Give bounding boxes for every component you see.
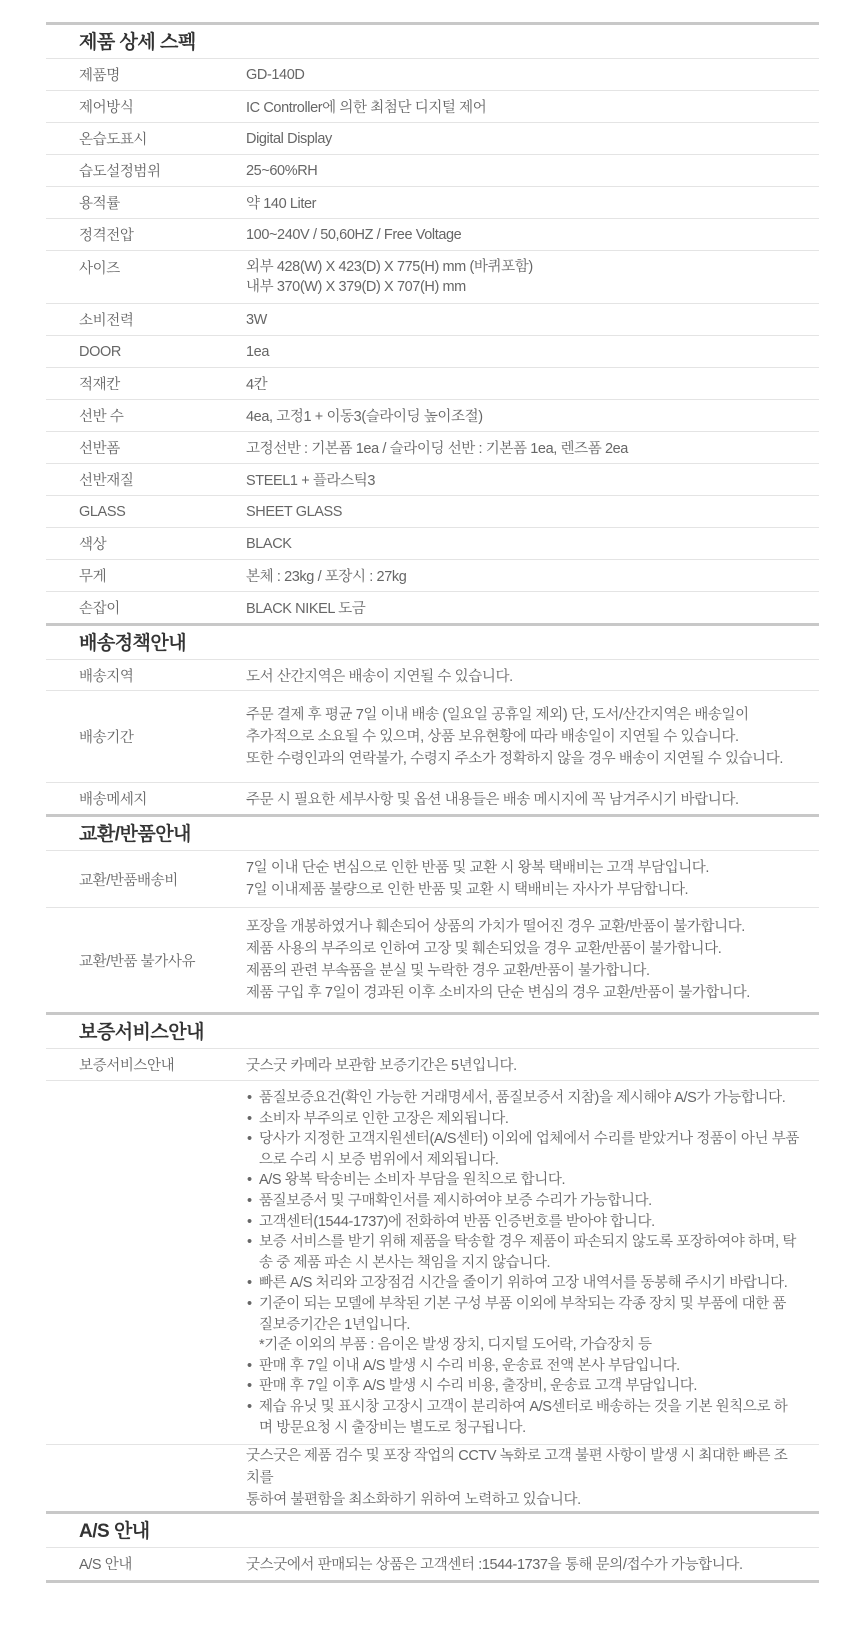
as-section <box>46 1511 819 1583</box>
bullet: • <box>247 1378 252 1395</box>
warranty-cctv-row <box>46 1445 819 1512</box>
warranty-notes-label <box>46 1081 246 1445</box>
exchange-reason-line: 포장을 개봉하였거나 훼손되어 상품의 가치가 떨어진 경우 교환/반품이 불가합니다. <box>246 919 745 935</box>
spec-value: 100~240V / 50,60HZ / Free Voltage <box>246 219 819 251</box>
spec-title: 제품 상세 스펙 <box>46 25 819 59</box>
delivery-region-value: 도서 산간지역은 배송이 지연될 수 있습니다. <box>246 660 819 691</box>
delivery-region-label: 배송지역 <box>46 660 246 691</box>
note-text: 보증 서비스를 받기 위해 제품을 탁송할 경우 제품이 파손되지 않도록 포장하여야 하며, 탁송 중 제품 파손 시 본사는 책임을 지지 않습니다. <box>259 1234 797 1271</box>
delivery-period-line: 추가적으로 소요될 수 있으며, 상품 보유현황에 따라 배송일이 지연될 수 있습니다. <box>246 728 739 745</box>
exchange-reason-line: 제품 구입 후 7일이 경과된 이후 소비자의 단순 변심의 경우 교환/반품이 불가합니다. <box>246 985 750 1001</box>
delivery-message-row <box>46 783 819 815</box>
spec-value: 3W <box>246 304 819 336</box>
spec-row <box>46 219 819 251</box>
as-table <box>46 1548 819 1579</box>
spec-row <box>46 592 819 624</box>
exchange-fee-line: 7일 이내제품 불량으로 인한 반품 및 교환 시 택배비는 자사가 부담합니다. <box>246 882 689 898</box>
spec-value: 4칸 <box>246 368 819 400</box>
warranty-note <box>246 1109 799 1130</box>
warranty-cctv-label <box>46 1445 246 1512</box>
warranty-cctv <box>246 1445 819 1512</box>
warranty-note <box>246 1376 799 1397</box>
spec-value: STEEL1 + 플라스틱3 <box>246 464 819 496</box>
cctv-line: 통하여 불편함을 최소화하기 위하여 노력하고 있습니다. <box>246 1492 581 1509</box>
spec-label: 소비전력 <box>46 304 246 336</box>
spec-row <box>46 59 819 91</box>
spec-label: 용적률 <box>46 187 246 219</box>
bullet: • <box>247 1090 252 1106</box>
exchange-reason-line: 제품 사용의 부주의로 인하여 고장 및 훼손되었을 경우 교환/반품이 불가합니다. <box>246 941 722 957</box>
note-text: 제습 유닛 및 표시창 고장시 고객이 분리하여 A/S센터로 배송하는 것을 기본 원칙으로 하며 방문요청 시 출장비는 별도로 청구됩니다. <box>259 1398 788 1436</box>
cctv-line: 굿스굿은 제품 검수 및 포장 작업의 CCTV 녹화로 고객 불편 사항이 발생 시 최대한 빠른 조치를 <box>246 1448 788 1487</box>
spec-row <box>46 123 819 155</box>
warranty-note-sub <box>246 1335 799 1356</box>
spec-value: 본체 : 23kg / 포장시 : 27kg <box>246 560 819 592</box>
note-text: 빠른 A/S 처리와 고장점검 시간을 줄이기 위하여 고장 내역서를 동봉해 주시기 바랍니다. <box>259 1275 788 1292</box>
size-inner: 내부 370(W) X 379(D) X 707(H) mm <box>246 278 466 295</box>
note-text: 품질보증서 및 구매확인서를 제시하여야 보증 수리가 가능합니다. <box>259 1192 652 1209</box>
spec-row <box>46 304 819 336</box>
spec-row <box>46 560 819 592</box>
spec-value: Digital Display <box>246 123 819 155</box>
warranty-note <box>246 1356 799 1377</box>
spec-value: IC Controller에 의한 최첨단 디지털 제어 <box>246 91 819 123</box>
spec-value: 25~60%RH <box>246 155 819 187</box>
warranty-notes-list <box>246 1081 799 1444</box>
as-title: A/S 안내 <box>46 1514 819 1548</box>
note-text: 고객센터(1544-1737)에 전화하여 반품 인증번호를 받아야 합니다. <box>259 1213 655 1230</box>
spec-label: 무게 <box>46 560 246 592</box>
warranty-label: 보증서비스안내 <box>46 1049 246 1081</box>
spec-label: 제어방식 <box>46 91 246 123</box>
note-text: 당사가 지정한 고객지원센터(A/S센터) 이외에 업체에서 수리를 받았거나 정품이 아닌 부품으로 수리 시 보증 범위에서 제외됩니다. <box>259 1131 799 1168</box>
bullet: • <box>247 1275 252 1292</box>
spec-label: 온습도표시 <box>46 123 246 155</box>
bullet: • <box>247 1234 252 1251</box>
warranty-notes <box>246 1081 819 1445</box>
note-text: A/S 왕복 탁송비는 소비자 부담을 원칙으로 합니다. <box>259 1172 566 1189</box>
warranty-note <box>246 1212 799 1233</box>
warranty-note <box>246 1088 799 1109</box>
delivery-period-row <box>46 691 819 783</box>
spec-value: BLACK NIKEL 도금 <box>246 601 366 617</box>
spec-value: 1ea <box>246 336 819 368</box>
spec-label: GLASS <box>46 496 246 528</box>
warranty-note <box>246 1129 799 1170</box>
delivery-message-label: 배송메세지 <box>79 792 148 808</box>
bullet: • <box>247 1172 252 1189</box>
spec-label: 선반재질 <box>46 464 246 496</box>
delivery-period-label: 배송기간 <box>46 691 246 783</box>
warranty-note <box>246 1170 799 1191</box>
spec-section <box>46 22 819 623</box>
exchange-fee-value <box>246 851 819 908</box>
warranty-title: 보증서비스안내 <box>46 1015 819 1049</box>
delivery-message-value: 주문 시 필요한 세부사항 및 옵션 내용들은 배송 메시지에 꼭 남겨주시기 바랍니다. <box>246 792 739 808</box>
exchange-title: 교환/반품안내 <box>46 817 819 851</box>
spec-row <box>46 432 819 464</box>
bullet: • <box>247 1398 252 1415</box>
spec-value: 약 140 Liter <box>246 187 819 219</box>
warranty-note <box>246 1232 799 1273</box>
exchange-reason-row <box>46 908 819 1013</box>
exchange-fee-line: 7일 이내 단순 변심으로 인한 반품 및 교환 시 왕복 택배비는 고객 부담입니다. <box>246 860 710 876</box>
spec-value: 4ea, 고정1 + 이동3(슬라이딩 높이조절) <box>246 400 819 432</box>
spec-value: GD-140D <box>246 59 819 91</box>
warranty-table <box>46 1049 819 1511</box>
spec-label: 선반 수 <box>46 400 246 432</box>
bottom-rule <box>46 1579 819 1583</box>
note-text: 소비자 부주의로 인한 고장은 제외됩니다. <box>259 1110 509 1127</box>
note-text: 기준이 되는 모델에 부착된 기본 구성 부품 이외에 부착되는 각종 장치 및 부품에 대한 품질보증기간은 1년입니다. <box>259 1295 787 1333</box>
bullet: • <box>247 1213 252 1230</box>
bullet: • <box>247 1110 252 1127</box>
warranty-period-row <box>46 1049 819 1081</box>
spec-table <box>46 59 819 623</box>
spec-value: SHEET GLASS <box>246 496 819 528</box>
exchange-table <box>46 851 819 1012</box>
warranty-section <box>46 1012 819 1511</box>
exchange-reason-value <box>246 908 819 1013</box>
spec-label: 정격전압 <box>46 219 246 251</box>
warranty-note <box>246 1273 799 1294</box>
spec-label: 제품명 <box>46 59 246 91</box>
size-outer: 외부 428(W) X 423(D) X 775(H) mm (바퀴포함) <box>246 258 533 275</box>
product-info-page <box>46 22 819 1583</box>
spec-value: BLACK <box>246 528 819 560</box>
as-label: A/S 안내 <box>79 1557 133 1574</box>
spec-value: 고정선반 : 기본폼 1ea / 슬라이딩 선반 : 기본폼 1ea, 렌즈폼 2ea <box>246 432 819 464</box>
spec-label: 선반폼 <box>46 432 246 464</box>
note-text: 판매 후 7일 이후 A/S 발생 시 수리 비용, 출장비, 운송료 고객 부담입니다. <box>259 1378 698 1395</box>
warranty-note <box>246 1294 799 1335</box>
exchange-reason-label: 교환/반품 불가사유 <box>79 953 196 970</box>
delivery-period-line: 또한 수령인과의 연락불가, 수령지 주소가 정확하지 않을 경우 배송이 지연될 수 있습니다. <box>246 750 784 767</box>
warranty-note <box>246 1191 799 1212</box>
spec-row <box>46 155 819 187</box>
exchange-section <box>46 814 819 1012</box>
bullet: • <box>247 1192 252 1209</box>
delivery-period-line: 주문 결제 후 평균 7일 이내 배송 (일요일 공휴일 제외) 단, 도서/산간지역은 배송일이 <box>246 706 749 723</box>
spec-label: 손잡이 <box>79 601 120 617</box>
delivery-section <box>46 623 819 814</box>
exchange-fee-row <box>46 851 819 908</box>
warranty-notes-row <box>46 1081 819 1445</box>
spec-value <box>246 251 819 304</box>
as-row <box>46 1548 819 1579</box>
exchange-reason-line: 제품의 관련 부속품을 분실 및 누락한 경우 교환/반품이 불가합니다. <box>246 963 650 979</box>
bullet: • <box>247 1131 252 1148</box>
exchange-fee-label: 교환/반품배송비 <box>46 851 246 908</box>
delivery-period-value <box>246 691 819 783</box>
warranty-period: 굿스굿 카메라 보관함 보증기간은 5년입니다. <box>246 1049 819 1081</box>
as-value: 굿스굿에서 판매되는 상품은 고객센터 :1544-1737을 통해 문의/접수가 가능합니다. <box>246 1557 743 1574</box>
spec-row <box>46 336 819 368</box>
note-text: 판매 후 7일 이내 A/S 발생 시 수리 비용, 운송료 전액 본사 부담입니다. <box>259 1357 680 1374</box>
bullet: • <box>247 1295 252 1312</box>
delivery-table <box>46 660 819 814</box>
spec-label: DOOR <box>46 336 246 368</box>
bullet: • <box>247 1357 252 1374</box>
note-text: 품질보증요건(확인 가능한 거래명세서, 품질보증서 지참)을 제시해야 A/S가 가능합니다. <box>259 1090 786 1106</box>
delivery-region-row <box>46 660 819 691</box>
delivery-title: 배송정책안내 <box>46 626 819 660</box>
spec-row <box>46 464 819 496</box>
note-text: *기준 이외의 부품 : 음이온 발생 장치, 디지털 도어락, 가습장치 등 <box>259 1337 652 1354</box>
spec-label: 색상 <box>46 528 246 560</box>
spec-row <box>46 251 819 304</box>
spec-label: 사이즈 <box>46 251 246 304</box>
spec-label: 습도설정범위 <box>46 155 246 187</box>
spec-row <box>46 496 819 528</box>
spec-row <box>46 187 819 219</box>
spec-label: 적재칸 <box>46 368 246 400</box>
spec-row <box>46 91 819 123</box>
spec-row <box>46 400 819 432</box>
spec-row <box>46 368 819 400</box>
spec-row <box>46 528 819 560</box>
warranty-note <box>246 1397 799 1438</box>
